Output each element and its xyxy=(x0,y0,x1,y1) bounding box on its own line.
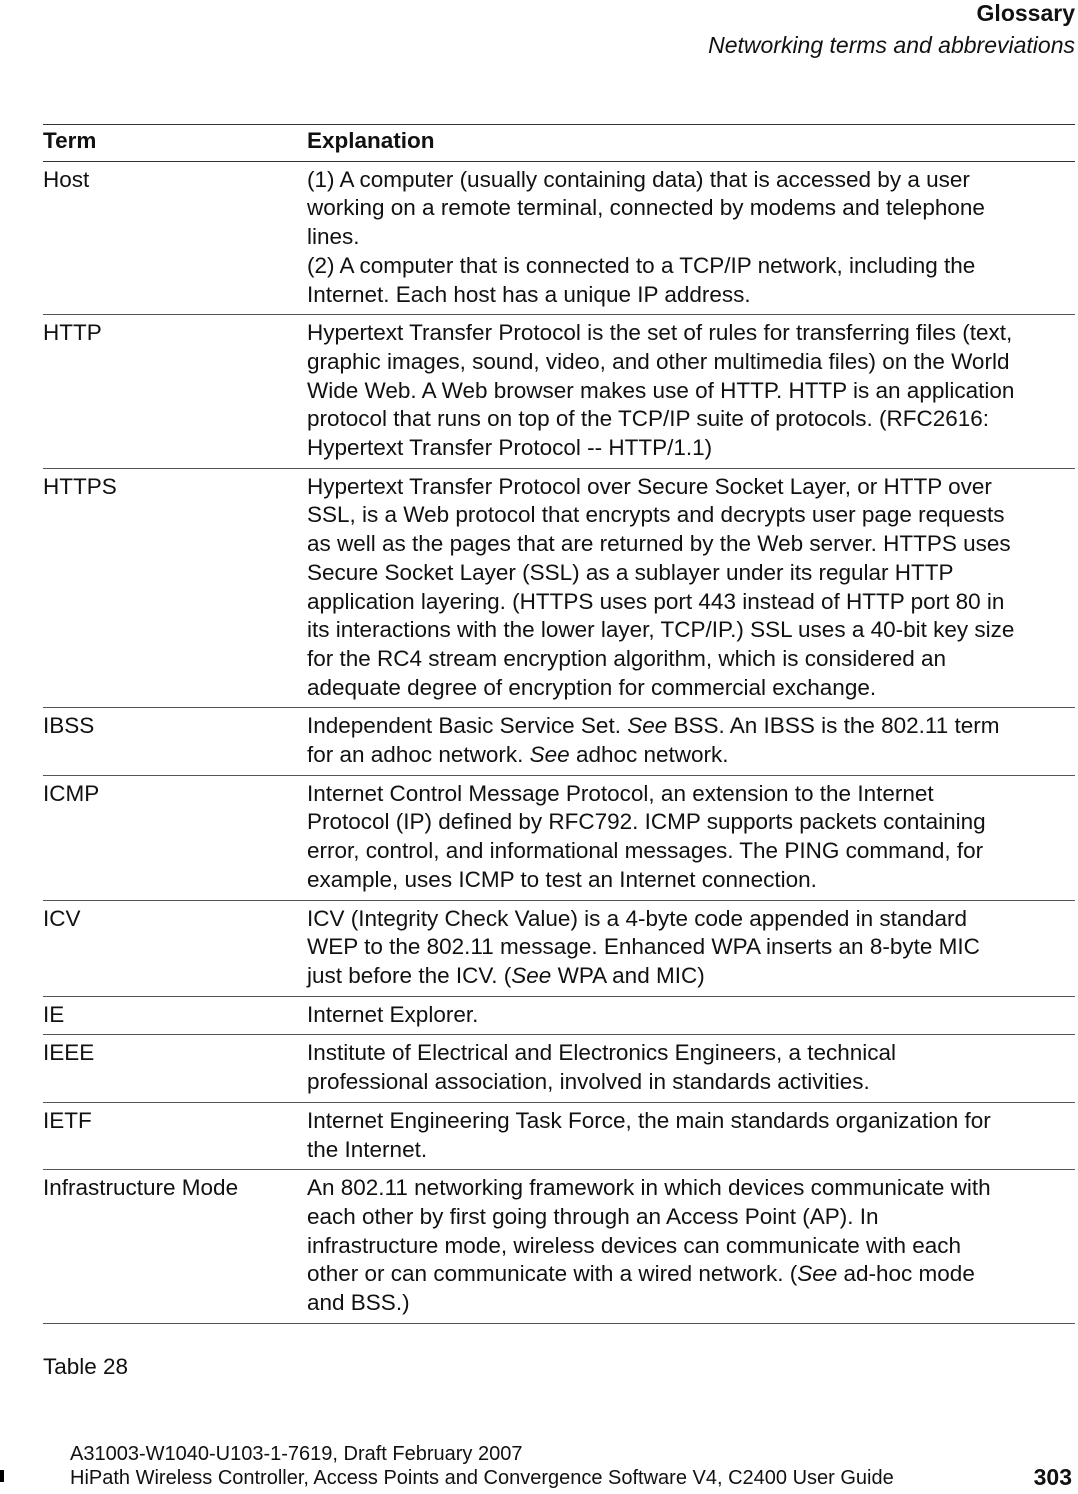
explanation-emphasis: See xyxy=(627,713,668,739)
explanation-text: ad-hoc mode and BSS.) xyxy=(307,1261,975,1316)
explanation-cell xyxy=(307,1102,1075,1169)
table-caption: Table 28 xyxy=(43,1354,129,1379)
explanation-emphasis: See xyxy=(529,742,570,768)
page-margin-mark xyxy=(0,1470,4,1482)
explanation-text: adhoc network. xyxy=(569,742,729,768)
explanation-cell xyxy=(307,900,1075,996)
table-row xyxy=(43,1102,1075,1169)
table-row xyxy=(43,900,1075,996)
term-cell: IE xyxy=(43,996,307,1035)
table-row xyxy=(43,1035,1075,1102)
term-cell: HTTPS xyxy=(43,468,307,708)
explanation-cell xyxy=(307,708,1075,775)
explanation-text: BSS. An IBSS is the 802.11 term for an adhoc network. xyxy=(307,713,1000,768)
term-cell: HTTP xyxy=(43,315,307,469)
table-header-row xyxy=(43,125,1075,162)
table-row xyxy=(43,708,1075,775)
header-title: Glossary xyxy=(976,0,1075,26)
explanation-cell xyxy=(307,161,1075,315)
explanation-text: ICV (Integrity Check Value) is a 4-byte code appended in standard WEP to the 802.11 message. Enhanced WPA inserts an 8-byte MIC just before the ICV. ( xyxy=(307,905,980,988)
header-subtitle: Networking terms and abbreviations xyxy=(708,32,1075,58)
term-cell: IEEE xyxy=(43,1035,307,1102)
glossary-table xyxy=(43,124,1075,1324)
column-header-term: Term xyxy=(43,125,307,162)
term-cell: IBSS xyxy=(43,708,307,775)
explanation-text: Independent Basic Service Set. xyxy=(307,713,628,739)
page-number: 303 xyxy=(1033,1464,1072,1490)
explanation-cell xyxy=(307,468,1075,708)
explanation-emphasis: See xyxy=(797,1261,838,1287)
explanation-text: Institute of Electrical and Electronics Engineers, a technical professional association, involved in standards activities. xyxy=(307,1040,897,1095)
table-row xyxy=(43,161,1075,315)
term-cell: ICMP xyxy=(43,775,307,900)
explanation-cell xyxy=(307,996,1075,1035)
column-header-explanation: Explanation xyxy=(307,125,1075,162)
explanation-text: Internet Control Message Protocol, an extension to the Internet Protocol (IP) defined by RFC792. ICMP supports packets containing error, control, and informational messages. The PING command, for example, uses ICMP to test an Internet connection. xyxy=(307,780,986,892)
explanation-cell xyxy=(307,1170,1075,1324)
table-row xyxy=(43,315,1075,469)
explanation-text: (1) A computer (usually containing data) that is accessed by a user working on a remote terminal, connected by modems and telephone lines. (2) A computer that is connected to a TCP/IP network, including the Internet. Each host has a unique IP address. xyxy=(307,166,985,307)
explanation-text: Internet Explorer. xyxy=(307,1001,479,1027)
table-row xyxy=(43,468,1075,708)
table-row xyxy=(43,1170,1075,1324)
table-row xyxy=(43,996,1075,1035)
term-cell: Host xyxy=(43,161,307,315)
explanation-cell xyxy=(307,315,1075,469)
explanation-text: Hypertext Transfer Protocol is the set of rules for transferring files (text, graphic images, sound, video, and other multimedia files) on the World Wide Web. A Web browser makes use of HTTP. HTTP is an application protocol that runs on top of the TCP/IP suite of protocols. (RFC2616: Hypertext Transfer Protocol -- HTTP/1.1) xyxy=(307,320,1015,461)
term-cell: ICV xyxy=(43,900,307,996)
explanation-text: Hypertext Transfer Protocol over Secure Socket Layer, or HTTP over SSL, is a Web protocol that encrypts and decrypts user page requests as well as the pages that are returned by the Web server. HTTPS uses Secure Socket Layer (SSL) as a sublayer under its regular HTTP application layering. (HTTPS uses port 443 instead of HTTP port 80 in its interactions with the lower layer, TCP/IP.) SSL uses a 40-bit key size for the RC4 stream encryption algorithm, which is considered an adequate degree of encryption for commercial exchange. xyxy=(307,473,1015,700)
explanation-cell xyxy=(307,775,1075,900)
footer-doc-id: A31003-W1040-U103-1-7619, Draft February 2007 xyxy=(70,1443,523,1465)
explanation-emphasis: See xyxy=(511,962,552,988)
table-row xyxy=(43,775,1075,900)
term-cell: Infrastructure Mode xyxy=(43,1170,307,1324)
explanation-text: An 802.11 networking framework in which devices communicate with each other by first going through an Access Point (AP). In infrastructure mode, wireless devices can communicate with each other or can communicate with a wired network. ( xyxy=(307,1175,991,1287)
explanation-text: Internet Engineering Task Force, the main standards organization for the Internet. xyxy=(307,1107,991,1162)
footer-guide-title: HiPath Wireless Controller, Access Points and Convergence Software V4, C2400 User Guide xyxy=(70,1467,894,1489)
explanation-cell xyxy=(307,1035,1075,1102)
explanation-text: WPA and MIC) xyxy=(551,962,705,988)
term-cell: IETF xyxy=(43,1102,307,1169)
